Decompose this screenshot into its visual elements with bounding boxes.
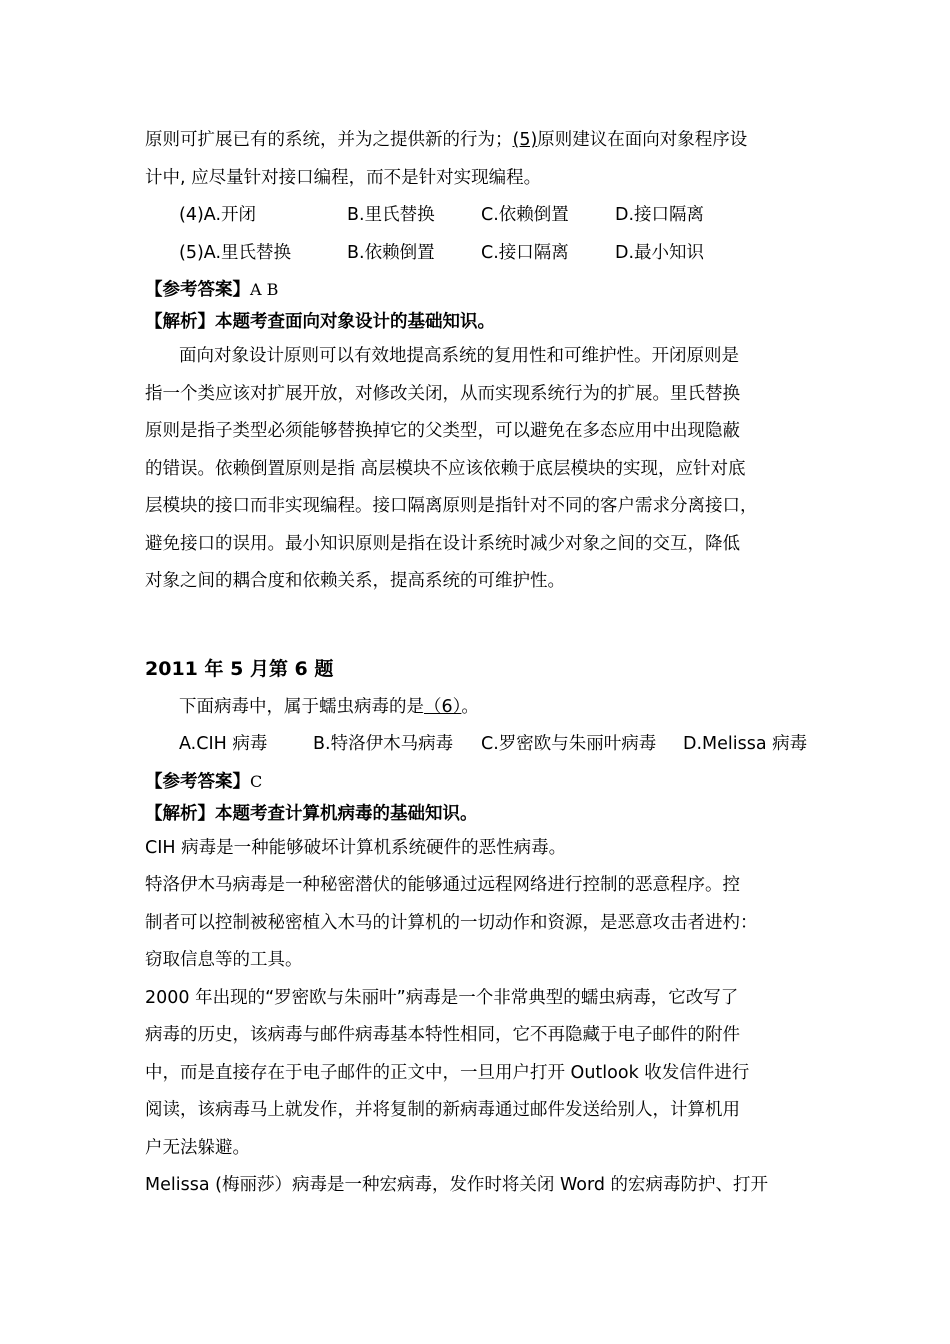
analysis-1-body <box>145 338 825 601</box>
answer-1-label: 【参考答案】 <box>145 280 250 300</box>
analysis-1-line: 对象之间的耦合度和依赖关系，提高系统的可维护性。 <box>145 571 565 591</box>
analysis-1-line: 原则是指子类型必须能够替换掉它的父类型，可以避免在多态应用中出现隐蔽 <box>145 421 740 441</box>
q5-option-a: (5)A.里氏替换 <box>179 242 292 263</box>
analysis-2-melissa: Melissa (梅丽莎）病毒是一种宏病毒，发作时将关闭 Word 的宏病毒防护、打开 <box>145 1175 769 1195</box>
analysis-1-label: 【解析】本题考查面向对象设计的基础知识。 <box>145 312 495 332</box>
q5-intro-text: 原则可扩展已有的系统，并为之提供新的行为； <box>145 130 513 150</box>
analysis-2-romeo-line: 户无法躲避。 <box>145 1137 250 1158</box>
q4-option-c: C.依赖倒置 <box>481 205 569 225</box>
document-content <box>145 122 825 1205</box>
q5-option-b: B.依赖倒置 <box>347 242 435 263</box>
answer-2-value: C <box>250 771 263 791</box>
q6-stem-text: 下面病毒中，属于蠕虫病毒的是 <box>179 696 424 717</box>
analysis-2-romeo-line: 阅读，该病毒马上就发作，并将复制的新病毒通过邮件发送给别人，计算机用 <box>145 1100 740 1120</box>
q4-option-d: D.接口隔离 <box>615 205 705 225</box>
q6-option-c: C.罗密欧与朱丽叶病毒 <box>481 734 657 754</box>
answer-2-label: 【参考答案】 <box>145 771 250 792</box>
q5-option-d: D.最小知识 <box>615 242 705 263</box>
analysis-2-romeo-line: 中，而是直接存在于电子邮件的正文中，一旦用户打开 Outlook 收发信件进行 <box>145 1062 750 1083</box>
q6-title: 2011 年 5 月第 6 题 <box>145 657 334 680</box>
q6-options <box>145 726 825 764</box>
q5-intro-text-after: 原则建议在面向对象程序设 <box>537 130 748 150</box>
analysis-1-line: 面向对象设计原则可以有效地提高系统的复用性和可维护性。开闭原则是 <box>179 346 739 366</box>
q5-options <box>145 235 825 273</box>
q6-option-d: D.Melissa 病毒 <box>683 734 808 754</box>
answer-1-value: A B <box>250 280 279 299</box>
analysis-2-trojan-line: 制者可以控制被秘密植入木马的计算机的一切动作和资源，是恶意攻击者进杓： <box>145 912 758 933</box>
q4-option-a: (4)A.开闭 <box>179 205 257 225</box>
analysis-2-label: 【解析】本题考查计算机病毒的基础知识。 <box>145 803 478 824</box>
answer-2 <box>145 766 825 798</box>
q5-option-c: C.接口隔离 <box>481 242 569 263</box>
analysis-2-romeo <box>145 980 825 1168</box>
analysis-1-line: 指一个类应该对扩展开放，对修改关闭，从而实现系统行为的扩展。里氏替换 <box>145 383 740 404</box>
analysis-1-line: 层模块的接口而非实现编程。接口隔离原则是指针对不同的客户需求分离接口， <box>145 496 758 516</box>
analysis-2-romeo-line: 2000 年出现的“罗密欧与朱丽叶”病毒是一个非常典型的蠕虫病毒，它改写了 <box>145 987 739 1008</box>
analysis-2-trojan <box>145 867 825 980</box>
q4-options <box>145 197 825 235</box>
q6-stem-end: 。 <box>461 696 479 717</box>
q5-blank: (5) <box>512 130 538 150</box>
q4-option-b: B.里氏替换 <box>347 205 435 225</box>
q6-option-b: B.特洛伊木马病毒 <box>313 734 454 754</box>
analysis-1-line: 避免接口的误用。最小知识原则是指在设计系统时减少对象之间的交互，降低 <box>145 533 740 554</box>
q6-blank: （6） <box>424 696 462 717</box>
answer-1 <box>145 274 825 306</box>
analysis-2-trojan-line: 窃取信息等的工具。 <box>145 950 303 970</box>
q5-intro-line1 <box>145 122 825 160</box>
q5-intro-line2: 计中, 应尽量针对接口编程，而不是针对实现编程。 <box>145 167 542 188</box>
analysis-2-cih: CIH 病毒是一种能够破坏计算机系统硬件的恶性病毒。 <box>145 837 567 858</box>
analysis-1-line: 的错误。依赖倒置原则是指 高层模块不应该依赖于底层模块的实现，应针对底 <box>145 458 746 479</box>
q6-option-a: A.CIH 病毒 <box>179 734 268 754</box>
q6-stem <box>145 689 825 727</box>
analysis-2-trojan-line: 特洛伊木马病毒是一种秘密潜伏的能够通过远程网络进行控制的恶意程序。控 <box>145 875 740 895</box>
analysis-2-romeo-line: 病毒的历史，该病毒与邮件病毒基本特性相同，它不再隐藏于电子邮件的附件 <box>145 1025 740 1045</box>
